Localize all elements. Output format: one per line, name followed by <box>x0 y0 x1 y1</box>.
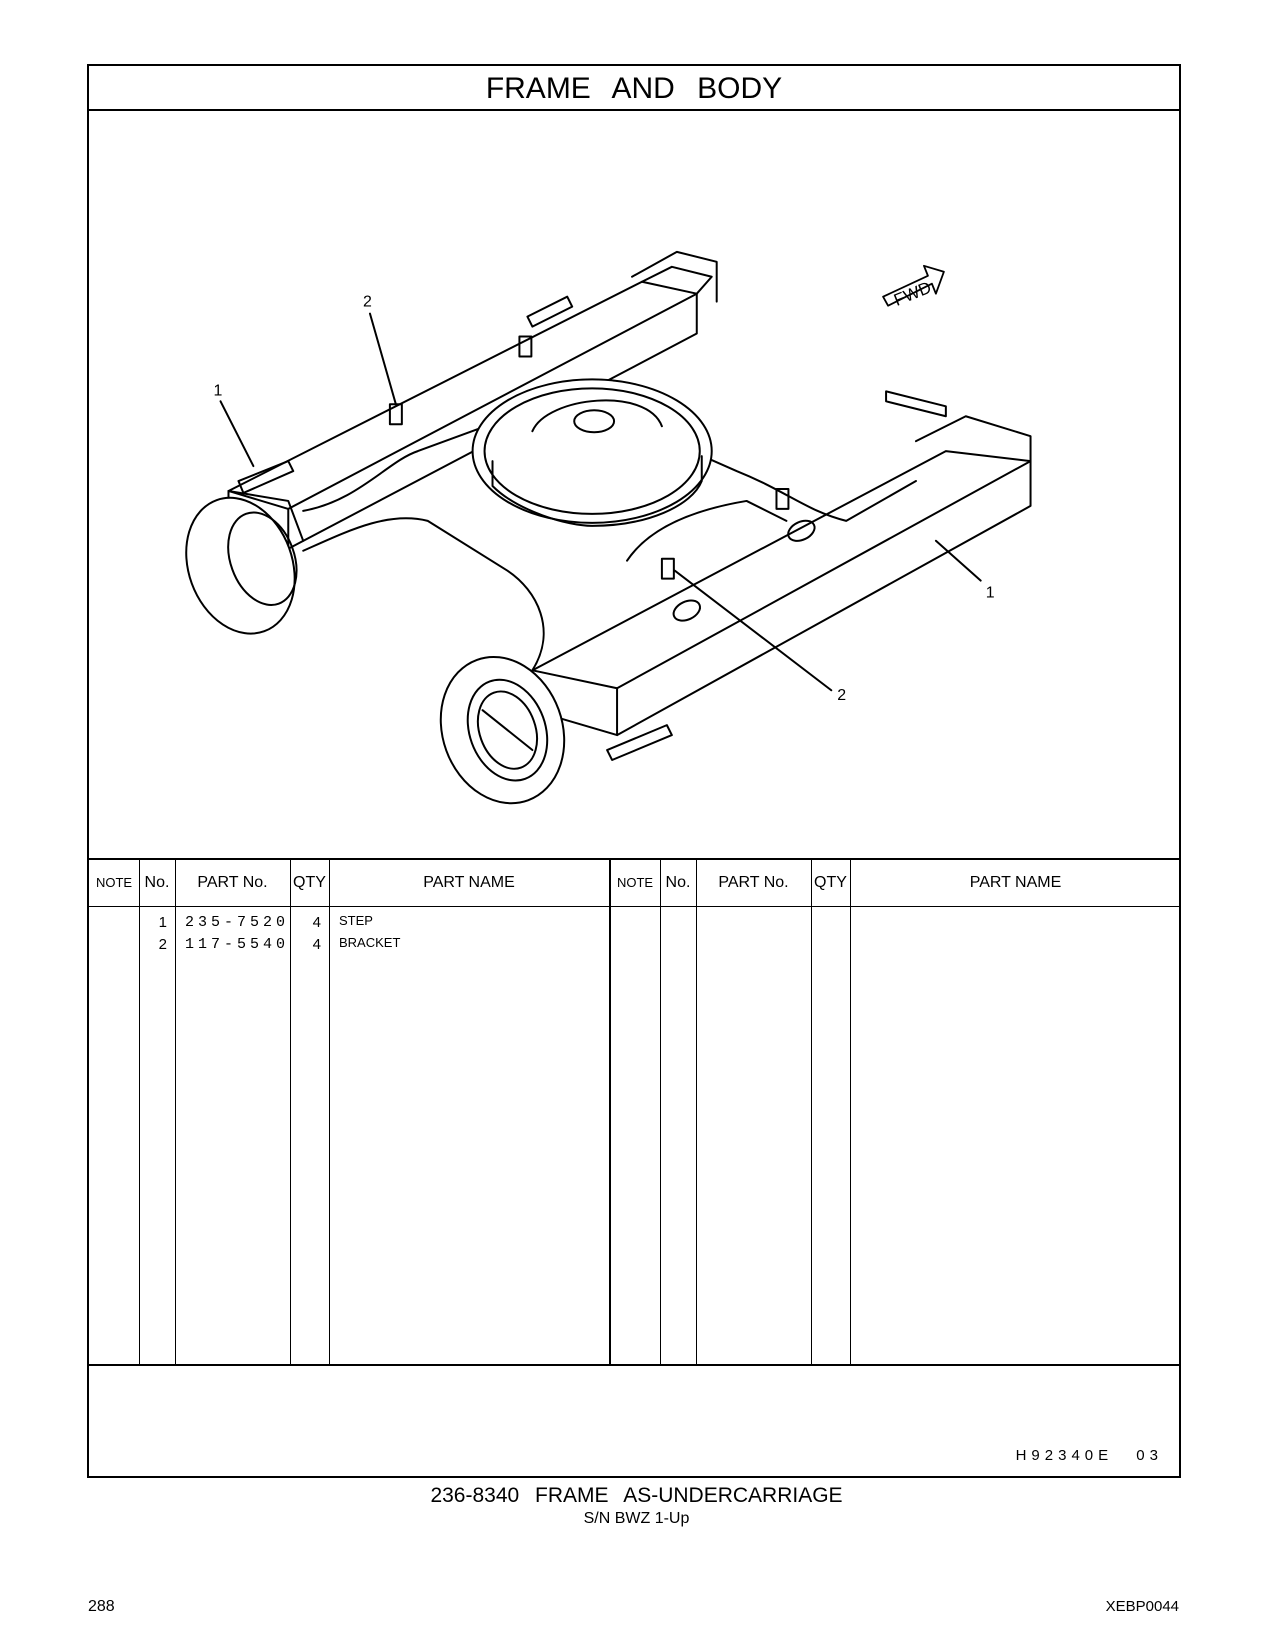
callout-label: 1 <box>213 382 223 400</box>
header-no: No. <box>665 874 691 891</box>
header-note: NOTE <box>95 875 133 890</box>
row-quantity: 4 <box>312 914 321 931</box>
parts-table <box>89 858 1179 1366</box>
column-divider <box>696 860 697 1364</box>
header-qty: QTY <box>293 874 326 891</box>
header-part-name: PART NAME <box>969 874 1062 891</box>
header-divider <box>89 906 1179 907</box>
illustration-code: H92340E 03 <box>1015 1447 1163 1464</box>
parts-sheet-frame <box>87 64 1181 1478</box>
header-no: No. <box>144 874 170 891</box>
column-divider <box>811 860 812 1364</box>
serial-range: S/N BWZ 1-Up <box>583 1510 690 1527</box>
assembly-title: 236-8340 FRAME AS-UNDERCARRIAGE <box>430 1484 843 1507</box>
header-part-no: PART No. <box>718 874 789 891</box>
column-divider <box>609 860 611 1364</box>
row-part-number: 117-5540 <box>185 936 290 953</box>
undercarriage-frame-illustration <box>89 111 1179 858</box>
page-number: 288 <box>88 1598 115 1615</box>
callout-label: 2 <box>837 687 847 705</box>
column-divider <box>850 860 851 1364</box>
callout-label: 2 <box>362 293 372 311</box>
row-item-number: 2 <box>158 936 167 953</box>
header-note: NOTE <box>616 875 654 890</box>
column-divider <box>660 860 661 1364</box>
exploded-view-drawing <box>89 111 1179 858</box>
row-part-name: STEP <box>339 913 373 928</box>
header-qty: QTY <box>814 874 847 891</box>
fwd-label: FWD <box>891 277 935 310</box>
page-title: FRAME AND BODY <box>89 66 1179 111</box>
callout-label: 1 <box>985 584 995 602</box>
document-id: XEBP0044 <box>1105 1598 1179 1615</box>
column-divider <box>175 860 176 1364</box>
header-part-no: PART No. <box>197 874 268 891</box>
header-part-name: PART NAME <box>423 874 515 891</box>
column-divider <box>329 860 330 1364</box>
row-part-number: 235-7520 <box>185 914 290 931</box>
row-part-name: BRACKET <box>339 935 401 950</box>
row-quantity: 4 <box>312 936 321 953</box>
row-item-number: 1 <box>158 914 167 931</box>
